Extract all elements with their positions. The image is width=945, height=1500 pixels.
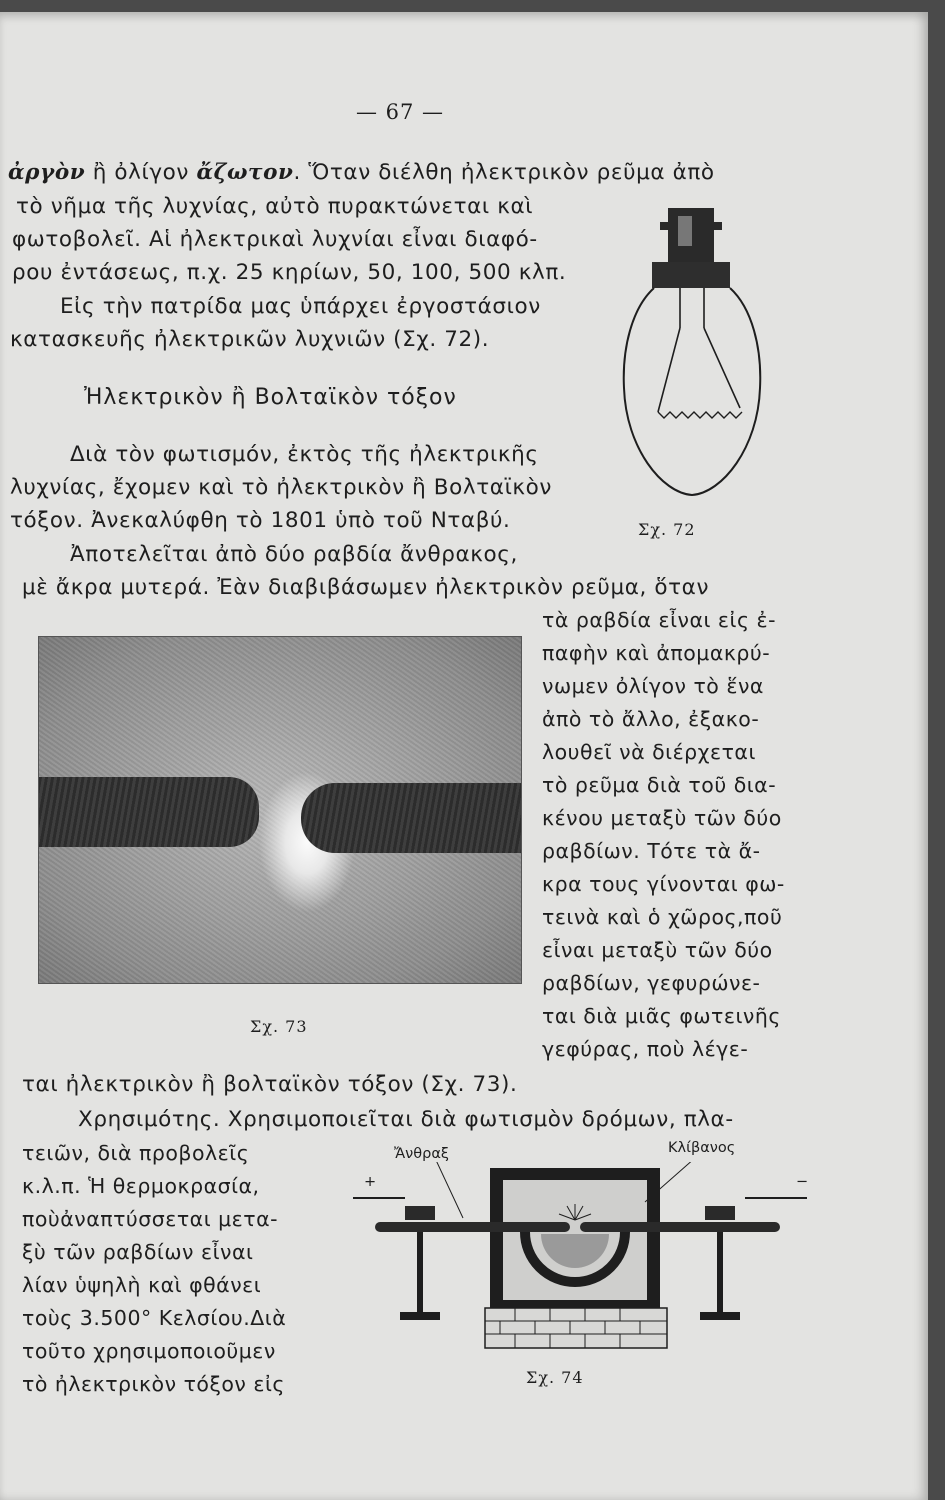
left-column-line-3: ποὺἀναπτύσσεται μετα-: [22, 1207, 279, 1231]
label-carbon: Ἄνθραξ: [394, 1146, 449, 1162]
carbon-rod-left: [39, 777, 259, 847]
bulb-filament: [658, 412, 742, 418]
label-furnace: Κλίβανος: [668, 1140, 736, 1156]
page-number: — 67 —: [355, 100, 445, 124]
clamp-left: [405, 1206, 435, 1220]
column-line-5: λουθεῖ νὰ διέρχεται: [542, 740, 756, 764]
text-line-2: τὸ νῆμα τῆς λυχνίας, αὐτὸ πυρακτώνεται καὶ: [16, 194, 534, 219]
label-pointer-carbon: [435, 1162, 463, 1218]
left-column-line-4: ξὺ τῶν ραβδίων εἶναι: [22, 1240, 254, 1264]
para2-line-5: μὲ ἄκρα μυτερά. Ἐὰν διαβιβάσωμεν ἠλεκτρικὸν ρεῦμα, ὅταν: [22, 575, 710, 600]
column-line-13: ται διὰ μιᾶς φωτεινῆς: [542, 1004, 781, 1028]
italic-word-azoton: ἄζωτον: [196, 160, 294, 185]
para2-line-2: λυχνίας, ἔχομεν καὶ τὸ ἠλεκτρικὸν ἢ Βολταϊκὸν: [10, 475, 553, 500]
bulb-glass: [624, 288, 761, 495]
label-plus: +: [364, 1174, 377, 1190]
text-line-4: ρου ἐντάσεως, π.χ. 25 κηρίων, 50, 100, 500 κλπ.: [12, 260, 567, 285]
book-page: [0, 12, 928, 1500]
bulb-supports: [658, 328, 740, 412]
section-heading: Ἠλεκτρικὸν ἢ Βολταϊκὸν τόξον: [84, 385, 457, 410]
carbon-rod-right: [301, 783, 521, 853]
bulb-pin-right: [712, 222, 722, 230]
base-left: [400, 1312, 440, 1320]
column-line-9: κρα τους γίνονται φω-: [542, 872, 785, 896]
para2-line-1: Διὰ τὸν φωτισμόν, ἐκτὸς τῆς ἠλεκτρικῆς: [70, 442, 539, 467]
caption-fig73: Σχ. 73: [250, 1017, 308, 1036]
para2-line-3: τόξον. Ἀνεκαλύφθη τὸ 1801 ὑπὸ τοῦ Νταβύ.: [10, 508, 511, 533]
arc-furnace-figure: [345, 1162, 815, 1362]
column-line-3: νωμεν ὀλίγον τὸ ἕνα: [542, 674, 764, 698]
left-column-line-1: τειῶν, διὰ προβολεῖς: [22, 1141, 250, 1165]
arc-photo-figure: [38, 636, 522, 984]
bulb-pin-left: [660, 222, 670, 230]
caption-fig72: Σχ. 72: [638, 520, 696, 539]
text-line-3: φωτοβολεῖ. Αἱ ἠλεκτρικαὶ λυχνίαι εἶναι διαφό-: [12, 227, 538, 252]
left-column-line-2: κ.λ.π. Ἡ θερμοκρασία,: [22, 1174, 260, 1198]
left-column-line-6: τοὺς 3.500° Κελσίου.Διὰ: [22, 1306, 287, 1330]
para2-line-4: Ἀποτελεῖται ἀπὸ δύο ραβδία ἄνθρακος,: [70, 542, 518, 567]
column-line-7: κένου μεταξὺ τῶν δύο: [542, 806, 782, 830]
left-column-line-5: λίαν ὑψηλὴ καὶ φθάνει: [22, 1273, 262, 1297]
text-line-1: ἀργὸν ἢ ὀλίγον ἄζωτον. Ὅταν διέλθη ἠλεκτρικὸν ρεῦμα ἀπὸ: [8, 160, 715, 185]
light-bulb-figure: [612, 198, 772, 518]
column-line-8: ραβδίων. Τότε τὰ ἄ-: [542, 839, 761, 863]
column-line-4: ἀπὸ τὸ ἄλλο, ἐξακο-: [542, 707, 760, 731]
text-line-5: Εἰς τὴν πατρίδα μας ὑπάρχει ἐργοστάσιον: [60, 294, 541, 319]
column-line-11: εἶναι μεταξὺ τῶν δύο: [542, 938, 773, 962]
column-line-1: τὰ ραβδία εἶναι εἰς ἐ-: [542, 608, 776, 632]
label-minus: −: [796, 1174, 809, 1190]
clamp-right: [705, 1206, 735, 1220]
bulb-collar: [652, 262, 730, 288]
column-line-6: τὸ ρεῦμα διὰ τοῦ δια-: [542, 773, 777, 797]
left-column-line-7: τοῦτο χρησιμοποιοῦμεν: [22, 1339, 276, 1363]
brick-base: [485, 1308, 667, 1348]
text-line-6: κατασκευῆς ἠλεκτρικῶν λυχνιῶν (Σχ. 72).: [10, 327, 490, 352]
carbon-rod-left: [375, 1222, 570, 1232]
column-line-14: γεφύρας, ποὺ λέγε-: [542, 1037, 749, 1061]
column-line-2: παφὴν καὶ ἀπομακρύ-: [542, 641, 771, 665]
caption-fig74: Σχ. 74: [526, 1368, 584, 1387]
column-line-12: ραβδίων, γεφυρώνε-: [542, 971, 761, 995]
italic-word-argon: ἀργὸν: [8, 160, 86, 185]
base-right: [700, 1312, 740, 1320]
bulb-cap-highlight: [678, 216, 692, 246]
full-line: ται ἠλεκτρικὸν ἢ βολταϊκὸν τόξον (Σχ. 73).: [22, 1072, 518, 1097]
column-line-10: τεινὰ καὶ ὁ χῶρος,ποῦ: [542, 905, 783, 929]
left-column-line-8: τὸ ἠλεκτρικὸν τόξον εἰς: [22, 1372, 285, 1396]
usage-line: Χρησιμότης. Χρησιμοποιεῖται διὰ φωτισμὸν δρόμων, πλα-: [78, 1107, 734, 1132]
carbon-rod-right: [580, 1222, 780, 1232]
